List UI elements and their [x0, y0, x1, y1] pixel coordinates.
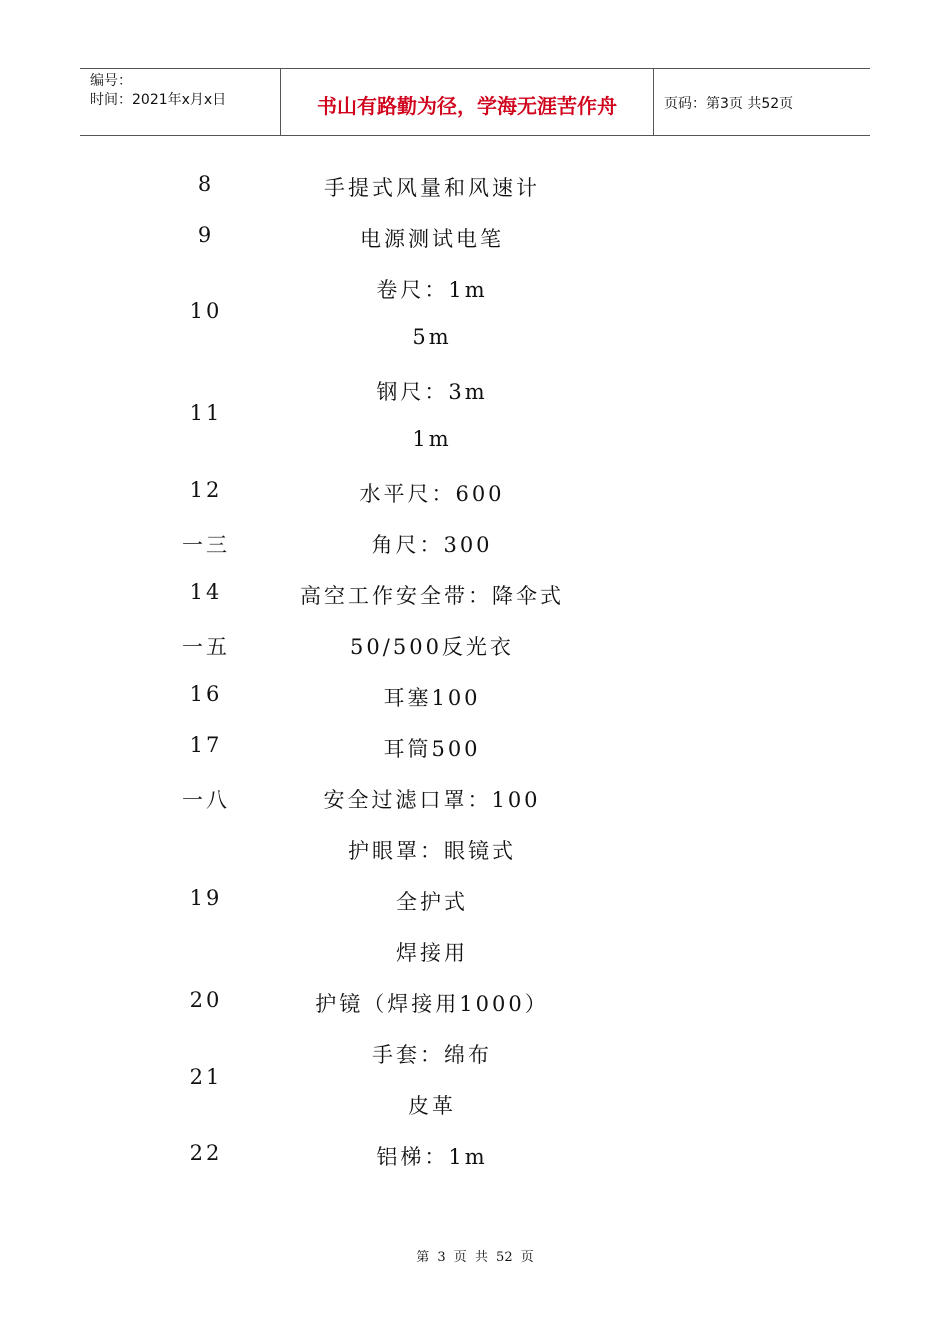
header-motto: 书山有路勤为径，学海无涯苦作舟: [281, 69, 654, 135]
serial-label: 编号：: [90, 73, 132, 89]
item-number: 10: [189, 299, 223, 323]
item-number: 9: [197, 223, 215, 247]
item-number: 17: [189, 733, 223, 757]
item-name: 水平尺：600: [359, 482, 505, 506]
item-name: 卷尺：1m: [376, 278, 488, 302]
item-name: 铝梯：1m: [376, 1145, 488, 1169]
item-name: 焊接用: [396, 941, 468, 965]
item-name: 安全过滤口罩：100: [323, 788, 541, 812]
item-name: 全护式: [396, 890, 468, 914]
item-number: 21: [189, 1065, 223, 1089]
item-number: 22: [189, 1141, 223, 1165]
item-name: 耳塞100: [383, 686, 481, 710]
item-name: 1m: [412, 427, 452, 451]
item-name: 50/500反光衣: [350, 635, 514, 659]
item-name: 电源测试电笔: [360, 227, 504, 251]
item-number: 一三: [182, 533, 230, 557]
item-name: 角尺：300: [371, 533, 493, 557]
item-number: 8: [197, 172, 215, 196]
item-number: 14: [189, 580, 223, 604]
item-name: 手套：绵布: [372, 1043, 492, 1067]
item-name: 护眼罩：眼镜式: [348, 839, 516, 863]
time-label: 时间：2021年x月x日: [90, 92, 227, 108]
item-name: 钢尺：3m: [376, 380, 488, 404]
header-meta: [80, 69, 281, 135]
item-name: 5m: [412, 325, 452, 349]
item-number: 16: [189, 682, 223, 706]
item-number: 一五: [182, 635, 230, 659]
header-page-info: 页码：第3页 共52页: [664, 96, 794, 112]
page-header: [80, 68, 870, 136]
item-name: 护镜（焊接用1000）: [315, 992, 549, 1016]
item-number: 12: [189, 478, 223, 502]
item-name: 耳筒500: [383, 737, 481, 761]
item-name: 高空工作安全带：降伞式: [300, 584, 564, 608]
item-name: 皮革: [408, 1094, 456, 1118]
item-number: 11: [189, 401, 223, 425]
item-number: 19: [189, 886, 223, 910]
page-footer: 第 3 页 共 52 页: [416, 1250, 534, 1265]
item-number: 一八: [182, 788, 230, 812]
item-number: 20: [189, 988, 223, 1012]
item-name: 手提式风量和风速计: [324, 176, 540, 200]
